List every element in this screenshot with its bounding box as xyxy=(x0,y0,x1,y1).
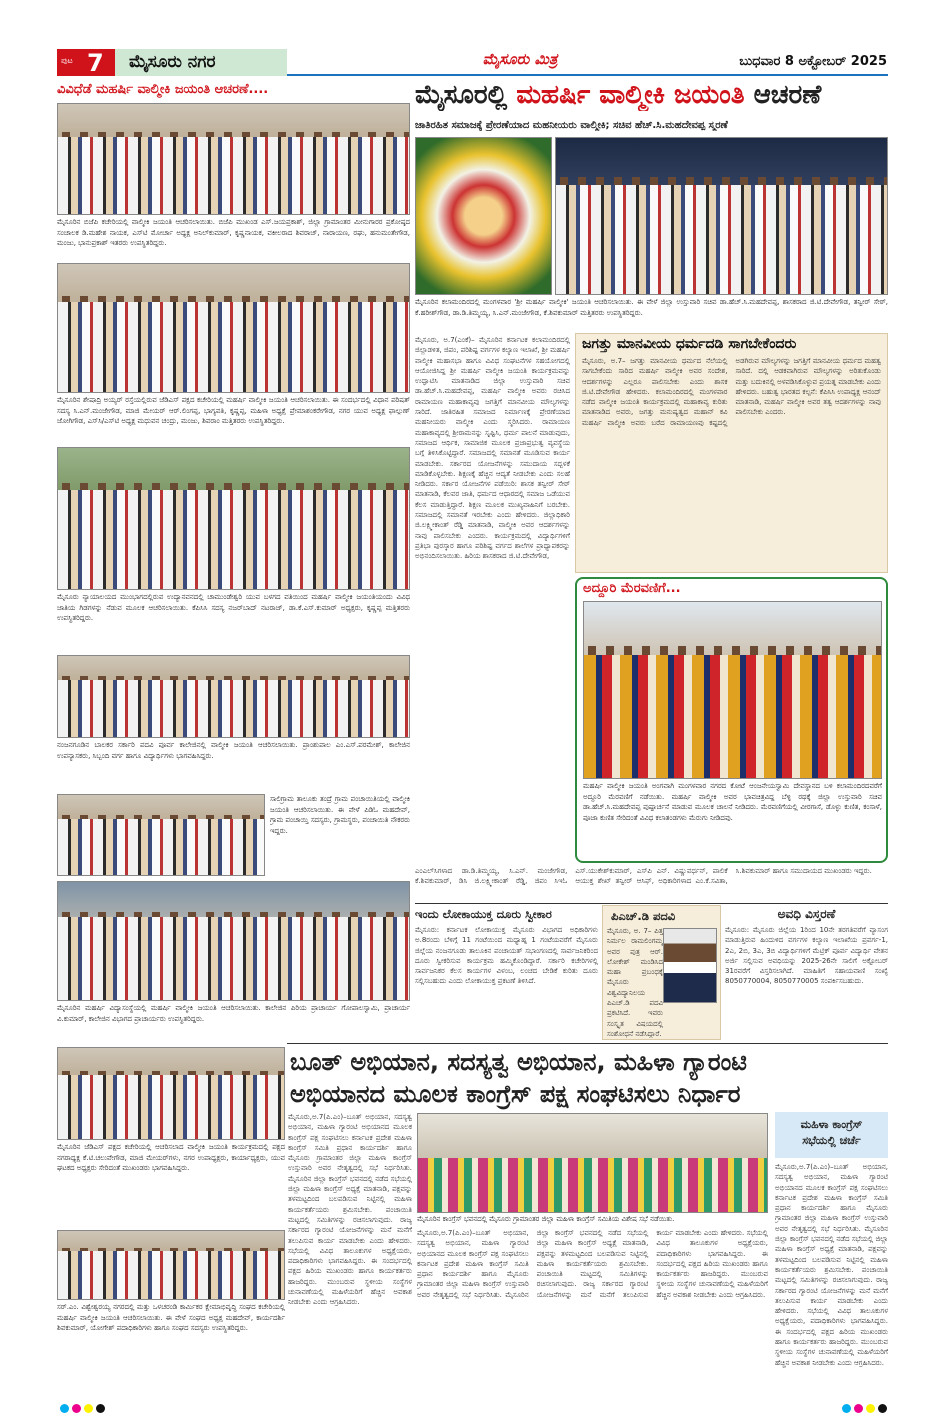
photo-stage-inauguration xyxy=(555,137,888,295)
photo-workers-union xyxy=(57,1230,285,1300)
page-number-box xyxy=(57,49,115,76)
main-continuation: ಎಂಎಲ್‌ಸಿಗಳಾದ ಡಾ.ಡಿ.ತಿಮ್ಮಯ್ಯ, ಸಿ.ಎನ್. ಮಂಜೇಗೌಡ, ಕೆ.ಶಿವಕುಮಾರ್, ಡಿಸಿ ಜಿ.ಲಕ್ಷ್ಮೀಕಾಂತ್ ರೆಡ್ಡಿ, ಜಿಪಂ ಸಿಇಓ ಎಸ್.ಯುಕೇಶ್‌ಕುಮಾರ್, ಎಸ್‌ಪಿ ಎನ್. ವಿಷ್ಣುವರ್ಧನ್, ಪಾಲಿಕೆ ಆಯುಕ್ತ ಶೇಖ್ ತನ್ವೀರ್ ಆಸಿಫ್, ಅಧಿಕಾರಿಗಳಾದ ಎಂ.ಕೆ.ಸವಿತಾ, ಸಿ.ಶಿವಕುಮಾರ್ ಹಾಗೂ ಸಮುದಾಯದ ಮುಖಂಡರು ಇದ್ದರು. xyxy=(415,867,872,886)
photo-congress-meeting xyxy=(417,1113,768,1213)
lokayukta-body: ಮೈಸೂರು: ಕರ್ನಾಟಕ ಲೋಕಾಯುಕ್ತ ಮೈಸೂರು ವಿಭಾಗದ ಅಧಿಕಾರಿಗಳು ಅ.8ರಂದು ಬೆಳಿಗ್ಗೆ 11 ಗಂಟೆಯಿಂದ ಮಧ್ಯಾಹ್ನ 1 ಗಂಟೆಯವರೆಗೆ ಮೈಸೂರು ಜಿಲ್ಲೆಯ ನಂಜನಗೂಡು ತಾಲೂಕಿನ ಪಂಚಾಯತ್ ಸಭಾಂಗಣದಲ್ಲಿ ಸಾರ್ವಜನಿಕರಿಂದ ದೂರು ಸ್ವೀಕರಿಸುವ ಕಾರ್ಯಕ್ರಮ ಹಮ್ಮಿಕೊಂಡಿದ್ದಾರೆ. ಸರ್ಕಾರಿ ಕಚೇರಿಗಳಲ್ಲಿ ಸಾರ್ವಜನಿಕರ ಕೆಲಸ ಕಾರ್ಯಗಳ ವಿಳಂಬ, ಲಂಚದ ಬೇಡಿಕೆ ಕುರಿತು ದೂರು ಸಲ್ಲಿಸಬಹುದು ಎಂದು ಲೋಕಾಯುಕ್ತ ಪ್ರಕಟಣೆ ತಿಳಿಸಿದೆ. xyxy=(415,926,598,986)
caption: ಮೈಸೂರು ನ್ಯಾಯಾಲಯದ ಮುಂಭಾಗದಲ್ಲಿರುವ ಉದ್ಯಾನವನದಲ್ಲಿ ಚಾಮುಂಡೇಶ್ವರಿ ಯುವ ಬಳಗದ ವತಿಯಿಂದ ಮಹರ್ಷಿ ವಾಲ್ಮೀಕಿ ಜಯಂತಿಯಂದು ವಿವಿಧ ಜಾತಿಯ ಗಿಡಗಳನ್ನು ನೆಡುವ ಮೂಲಕ ಆಚರಿಸಲಾಯಿತು. ಕೆಪಿಸಿಸಿ ಸದಸ್ಯ ನಜರ್‌ಬಾದ್ ನಟರಾಜ್, ಡಾ.ಕೆ.ಎಸ್.ಕುಮಾರ್ ಅಧ್ಯಕ್ಷರು, ಕೃಷ್ಣಪ್ಪ ಮತ್ತಿತರರು ಉಪಸ್ಥಿತರಿದ್ದರು. xyxy=(57,593,410,622)
registration-dot-cyan xyxy=(842,1404,851,1413)
caption: ನಂಜನಗೂಡಿನ ಬಾಲಕರ ಸರ್ಕಾರಿ ಪದವಿ ಪೂರ್ವ ಕಾಲೇಜಿನಲ್ಲಿ ವಾಲ್ಮೀಕಿ ಜಯಂತಿ ಆಚರಿಸಲಾಯಿತು. ಪ್ರಾಂಶುಪಾಲ ಎಂ.ಎಸ್.ಪರಮೇಶ್, ಕಾಲೇಜಿನ ಉಪನ್ಯಾಸಕರು, ಸಿಬ್ಬಂದಿ ವರ್ಗ ಹಾಗೂ ವಿದ್ಯಾರ್ಥಿಗಳು ಭಾಗವಹಿಸಿದ್ದರು. xyxy=(57,741,410,760)
congress-side-box-title: ಮಹಿಳಾ ಕಾಂಗ್ರೆಸ್ ಸಭೆಯಲ್ಲಿ ಚರ್ಚೆ xyxy=(800,1118,863,1147)
registration-dot-magenta xyxy=(72,1404,81,1413)
extension-title: ಅವಧಿ ವಿಸ್ತರಣೆ xyxy=(777,907,836,921)
registration-dot-magenta xyxy=(854,1404,863,1413)
photo-maharshi-school xyxy=(57,881,410,1001)
phd-body: ಮೈಸೂರು, ಅ. 7– ಪಿತ್ತ ನಿರ್ಮಲ ರಾಮಲಿಂಗಮ್ಮ ಅವರ ಪುತ್ರ ಆರ್. ಲೋಕೇಶ್ ಮಂಡಿಸಿದ ಮಹಾ ಪ್ರಬಂಧಕ್ಕೆ ಮೈಸೂರು ವಿಶ್ವವಿದ್ಯಾನಿಲಯ ಪಿಎಚ್.ಡಿ ಪದವಿ ಪ್ರಕಟಿಸಿದೆ. ಇವರು ಸಂಸ್ಕೃತ ವಿಷಯದಲ್ಲಿ ಸಂಶೋಧನೆ ನಡೆಸಿದ್ದಾರೆ. xyxy=(607,927,663,1038)
caption: ಮೈಸೂರಿನ ಶೇಷಾದ್ರಿ ಅಯ್ಯರ್ ರಸ್ತೆಯಲ್ಲಿರುವ ಜೆಡಿಎಸ್ ಪಕ್ಷದ ಕಚೇರಿಯಲ್ಲಿ ಮಹರ್ಷಿ ವಾಲ್ಮೀಕಿ ಜಯಂತಿ ಆಚರಿಸಲಾಯಿತು. ಈ ಸಂದರ್ಭದಲ್ಲಿ ವಿಧಾನ ಪರಿಷತ್ ಸದಸ್ಯ ಸಿ.ಎನ್.ಮಂಜೇಗೌಡ, ಮಾಜಿ ಮೇಯರ್ ಆರ್.ಲಿಂಗಪ್ಪ, ಭಾಗ್ಯವತಿ, ಕೃಷ್ಣಪ್ಪ, ಮಹಿಳಾ ಅಧ್ಯಕ್ಷೆ ಪ್ರೇಮಾಶಂಕರೇಗೌಡ, ನಗರ ಯುವ ಅಧ್ಯಕ್ಷ ಫಾಲ್ಗುಣ್ ಜೋಗಿಗೌಡ, ಎಸ್‌ಸಿ/ಎಸ್‌ಟಿ ಅಧ್ಯಕ್ಷ ಮಧುವನ ಚಂದ್ರು, ಮಂಜು, ಶಿವರಾಂ ಮತ್ತಿತರರು ಉಪಸ್ಥಿತರಿದ್ದರು. xyxy=(57,396,410,425)
box-world-body: ಮೈಸೂರು, ಅ.7– ಜಗತ್ತು ಮಾನವೀಯ ಧರ್ಮದ ನೆಲೆಯಲ್ಲಿ ಸಾಗಬೇಕೆಂದು ಸಾರಿದ ಮಹರ್ಷಿ ವಾಲ್ಮೀಕಿ ಅವರ ಸಂದೇಶ, ಆದರ್ಶಗಳನ್ನು ಎಲ್ಲರೂ ಪಾಲಿಸಬೇಕು ಎಂದು ಶಾಸಕ ಜಿ.ಟಿ.ದೇವೇಗೌಡ ಹೇಳಿದರು. ಕಲಾಮಂದಿರದಲ್ಲಿ ಮಂಗಳವಾರ ನಡೆದ ವಾಲ್ಮೀಕಿ ಜಯಂತಿ ಕಾರ್ಯಕ್ರಮದಲ್ಲಿ ಮಹಾಕಾವ್ಯ ಕುರಿತು ಮಾತನಾಡಿದ ಅವರು, ಜಗತ್ತು ಮನುಷ್ಯತ್ವದ ಮಹಾನ್ ಕವಿ ಮಹರ್ಷಿ ವಾಲ್ಮೀಕಿ ಅವರು ಬರೆದ ರಾಮಾಯಣವು ಕಷ್ಟದಲ್ಲಿ ಅಡಗಿರುವ ಮೌಲ್ಯಗಳನ್ನು ಜಗತ್ತಿಗೆ ಮಾನವೀಯ ಧರ್ಮದ ಮಹತ್ವ ಸಾರಿದೆ. ದಲ್ಲಿ ಆಡಕವಾಗಿರುವ ಮೌಲ್ಯಗಳನ್ನು ಅರಿತುಕೊಂಡು ಮತ್ತು ಬದುಕಿನಲ್ಲಿ ಅಳವಡಿಸಿಕೊಳ್ಳುವ ಪ್ರಯತ್ನ ಮಾಡಬೇಕು ಎಂದು ಹೇಳಿದರು. ಬಹುತ್ವ ಭಾರತದ ಕಲ್ಪನೆ: ಕೆಪಿಸಿಸಿ ಉಪಾಧ್ಯಕ್ಷ ಆನಂದ್ ಮಾತನಾಡಿ, ಮಹರ್ಷಿ ವಾಲ್ಮೀಕಿ ಅವರ ತತ್ವ ಆದರ್ಶಗಳನ್ನು ನಾವು ಪಾಲಿಸಬೇಕು ಎಂದರು. xyxy=(582,357,881,427)
box-world-title: ಜಗತ್ತು ಮಾನವೀಯ ಧರ್ಮದಡಿ ಸಾಗಬೇಕೆಂದರು xyxy=(582,336,797,352)
registration-dot-yellow xyxy=(84,1404,93,1413)
photo-valmiki-portrait xyxy=(415,137,552,295)
main-subheadline: ಜಾತಿರಹಿತ ಸಮಾಜಕ್ಕೆ ಪ್ರೇರಣೆಯಾದ ಮಹನೀಯರು ವಾಲ್ಮೀಕಿ; ಸಚಿವ ಹೆಚ್.ಸಿ.ಮಹದೇವಪ್ಪ ಸ್ಮರಣೆ xyxy=(415,120,728,131)
main-headline xyxy=(415,80,888,111)
congress-body-right: ಮೈಸೂರು,ಅ.7(ಪಿ.ಎಂ)–ಬೂತ್ ಅಭಿಯಾನ, ಸದಸ್ಯತ್ವ ಅಭಿಯಾನ, ಮಹಿಳಾ ಗ್ಯಾರಂಟಿ ಅಭಿಯಾನದ ಮೂಲಕ ಕಾಂಗ್ರೆಸ್ ಪಕ್ಷ ಸಂಘಟಿಸಲು ಕರ್ನಾಟಕ ಪ್ರದೇಶ ಮಹಿಳಾ ಕಾಂಗ್ರೆಸ್ ಸಮಿತಿ ಪ್ರಧಾನ ಕಾರ್ಯದರ್ಶಿ ಹಾಗೂ ಮೈಸೂರು ಗ್ರಾಮಾಂತರ ಜಿಲ್ಲಾ ಮಹಿಳಾ ಕಾಂಗ್ರೆಸ್ ಉಸ್ತುವಾರಿ ಅವರ ನೇತೃತ್ವದಲ್ಲಿ ಸಭೆ ನಿರ್ಧರಿಸಿತು. ಮೈಸೂರಿನ ಜಿಲ್ಲಾ ಕಾಂಗ್ರೆಸ್ ಭವನದಲ್ಲಿ ನಡೆದ ಸಭೆಯಲ್ಲಿ ಜಿಲ್ಲಾ ಮಹಿಳಾ ಕಾಂಗ್ರೆಸ್ ಅಧ್ಯಕ್ಷೆ ಮಾತನಾಡಿ, ಪಕ್ಷವನ್ನು ತಳಮಟ್ಟದಿಂದ ಬಲಪಡಿಸುವ ನಿಟ್ಟಿನಲ್ಲಿ ಮಹಿಳಾ ಕಾರ್ಯಕರ್ತೆಯರು ಶ್ರಮಿಸಬೇಕು. ಪಂಚಾಯಿತಿ ಮಟ್ಟದಲ್ಲಿ ಸಮಿತಿಗಳನ್ನು ರಚಿಸಲಾಗುವುದು. ರಾಜ್ಯ ಸರ್ಕಾರದ ಗ್ಯಾರಂಟಿ ಯೋಜನೆಗಳನ್ನು ಮನೆ ಮನೆಗೆ ತಲುಪಿಸುವ ಕಾರ್ಯ ಮಾಡಬೇಕು ಎಂದು ಹೇಳಿದರು. ಸಭೆಯಲ್ಲಿ ವಿವಿಧ ತಾಲೂಕುಗಳ ಅಧ್ಯಕ್ಷೆಯರು, ಪದಾಧಿಕಾರಿಗಳು ಭಾಗವಹಿಸಿದ್ದರು. ಈ ಸಂದರ್ಭದಲ್ಲಿ ಪಕ್ಷದ ಹಿರಿಯ ಮುಖಂಡರು ಹಾಗೂ ಕಾರ್ಯಕರ್ತರು ಹಾಜರಿದ್ದರು. ಮುಂಬರುವ ಸ್ಥಳೀಯ ಸಂಸ್ಥೆಗಳ ಚುನಾವಣೆಯಲ್ಲಿ ಮಹಿಳೆಯರಿಗೆ ಹೆಚ್ಚಿನ ಅವಕಾಶ ನೀಡಬೇಕು ಎಂದು ಆಗ್ರಹಿಸಿದರು. xyxy=(775,1163,888,1367)
caption: ಸರ್.ಎಂ. ವಿಶ್ವೇಶ್ವರಯ್ಯ ನಗರದಲ್ಲಿ ಮತ್ತು ಒಳಚರಂಡಿ ಕಾರ್ಮಿಕರ ಕ್ಷೇಮಾಭಿವೃದ್ಧಿ ಸಂಘದ ಕಚೇರಿಯಲ್ಲಿ ಮಹರ್ಷಿ ವಾಲ್ಮೀಕಿ ಜಯಂತಿ ಆಚರಿಸಲಾಯಿತು. ಈ ವೇಳೆ ಸಂಘದ ಅಧ್ಯಕ್ಷ ಮಹದೇವ್, ಕಾರ್ಯದರ್ಶಿ ಶಿವಕುಮಾರ್, ಯೋಗೇಶ್ ಪದಾಧಿಕಾರಿಗಳು ಹಾಗೂ ಸಂಘದ ಸದಸ್ಯರು ಉಪಸ್ಥಿತರಿದ್ದರು. xyxy=(57,1303,285,1332)
phd-title: ಪಿಎಚ್.ಡಿ ಪದವಿ xyxy=(611,909,676,923)
caption: ಮೈಸೂರಿನ ಬಿಜೆಪಿ ಕಚೇರಿಯಲ್ಲಿ ವಾಲ್ಮೀಕಿ ಜಯಂತಿ ಆಚರಿಸಲಾಯಿತು. ಬಿಜೆಪಿ ಮುಖಂಡ ಎಸ್.ಜಯಪ್ರಕಾಶ್, ಜಿಲ್ಲಾ ಗ್ರಾಮಾಂತರ ಮೀನುಗಾರರ ಪ್ರಕೋಷ್ಠದ ಸಂಚಾಲಕ ಡಿ.ಮಹೇಶ ನಾಯಕ, ಎಸ್‌ಟಿ ಮೋರ್ಚಾ ಅಧ್ಯಕ್ಷ ಅನಿಲ್‌ಕುಮಾರ್, ಕೃಷ್ಣನಾಯಕ, ವಕೀಲರಾದ ಶಿವರಾಜ್, ನಾರಾಯಣ, ರಘು, ಹನುಮಂತೇಗೌಡ, ಮಂಜು, ಭಾನುಪ್ರಕಾಶ್ ಇತರರು ಉಪಸ್ಥಿತರಿದ್ದರು. xyxy=(57,218,410,247)
page-label: ಪುಟ xyxy=(61,56,73,65)
panchayat-text: ಸಾಲಿಗ್ರಾಮ ತಾಲೂಕು ತಂದ್ರೆ ಗ್ರಾಮ ಪಂಚಾಯಿತಿಯಲ್ಲಿ ವಾಲ್ಮೀಕಿ ಜಯಂತಿ ಆಚರಿಸಲಾಯಿತು. ಈ ವೇಳೆ ಪಿಡಿಓ ಮಹದೇವ್, ಗ್ರಾಮ ಪಂಚಾಯ್ತಿ ಸದಸ್ಯರು, ಗ್ರಾಮಸ್ಥರು, ಪಂಚಾಯಿತಿ ನೌಕರರು ಇದ್ದರು. xyxy=(270,795,410,835)
divider xyxy=(415,903,888,904)
congress-side-box xyxy=(775,1112,888,1158)
masthead-logo: ಮೈಸೂರು ಮಿತ್ರ xyxy=(482,50,558,68)
left-heading: ವಿವಿಧೆಡೆ ಮಹರ್ಷಿ ವಾಲ್ಮೀಕಿ ಜಯಂತಿ ಆಚರಣೆ.... xyxy=(57,82,269,97)
registration-dot-yellow xyxy=(866,1404,875,1413)
photo-tree-planting xyxy=(57,447,410,590)
main-body: ಮೈಸೂರು, ಅ.7(ಎಂಕೆ)– ಮೈಸೂರಿನ ಕರ್ನಾಟಕ ಕಲಾಮಂದಿರದಲ್ಲಿ ಜಿಲ್ಲಾಡಳಿತ, ಜಿಪಂ, ಪರಿಶಿಷ್ಟ ವರ್ಗಗಳ ಕಲ್ಯಾಣ ಇಲಾಖೆ, ಶ್ರೀ ಮಹರ್ಷಿ ವಾಲ್ಮೀಕಿ ಮಹಾಸಭಾ ಹಾಗೂ ವಿವಿಧ ಸಂಘಟನೆಗಳ ಸಹಯೋಗದಲ್ಲಿ ಆಯೋಜಿಸಿದ್ದ ಶ್ರೀ ಮಹರ್ಷಿ ವಾಲ್ಮೀಕಿ ಜಯಂತಿ ಕಾರ್ಯಕ್ರಮವನ್ನು ಉದ್ಘಾಟಿಸಿ ಮಾತನಾಡಿದ ಜಿಲ್ಲಾ ಉಸ್ತುವಾರಿ ಸಚಿವ ಡಾ.ಹೆಚ್.ಸಿ.ಮಹದೇವಪ್ಪ, ಮಹರ್ಷಿ ವಾಲ್ಮೀಕಿ ಅವರು ರಚಿಸಿದ ರಾಮಾಯಣ ಮಹಾಕಾವ್ಯವು ಜಗತ್ತಿಗೆ ಮಾನವೀಯ ಮೌಲ್ಯಗಳನ್ನು ಸಾರಿದೆ. ಜಾತಿರಹಿತ ಸಮಾಜದ ನಿರ್ಮಾಣಕ್ಕೆ ಪ್ರೇರಣೆಯಾದ ಮಹನೀಯರು ವಾಲ್ಮೀಕಿ ಎಂದು ಸ್ಮರಿಸಿದರು. ರಾಮಾಯಣ ಮಹಾಕಾವ್ಯದಲ್ಲಿ ಶ್ರೀರಾಮನನ್ನು ಸೃಷ್ಟಿಸಿ, ಧರ್ಮ ಪಾಲನೆ ಮಾಡುವುದು, ಸಮಾಜದ ಆರ್ಥಿಕ, ಸಾಮಾಜಿಕ ಮೂಲಕ ಪ್ರಜಾಪ್ರಭುತ್ವ ವ್ಯವಸ್ಥೆಯ ಬಗ್ಗೆ ತಿಳಿಸಿಕೊಟ್ಟಿದ್ದಾರೆ. ಸಮಾಜದಲ್ಲಿ ಸಮಾನತೆ ಮೂಡಿಸುವ ಕಾರ್ಯ ಮಾಡಬೇಕು. ಸರ್ಕಾರದ ಯೋಜನೆಗಳನ್ನು ಸಮುದಾಯ ಸದ್ಬಳಕೆ ಮಾಡಿಕೊಳ್ಳಬೇಕು. ಶಿಕ್ಷಣಕ್ಕೆ ಹೆಚ್ಚಿನ ಆದ್ಯತೆ ನೀಡಬೇಕು ಎಂದು ಸಲಹೆ ನೀಡಿದರು. ಸರ್ಕಾರ ಯೋಜನೆಗಳ ಪಡೆಯಿರಿ: ಶಾಸಕ ತನ್ವೀರ್ ಸೇಠ್ ಮಾತನಾಡಿ, ಕೆಲವರ ಜಾತಿ, ಧರ್ಮದ ಆಧಾರದಲ್ಲಿ ಸಮಾಜ ಒಡೆಯುವ ಕೆಲಸ ಮಾಡುತ್ತಿದ್ದಾರೆ. ಶಿಕ್ಷಣ ಮೂಲಕ ಮುಖ್ಯವಾಹಿನಿಗೆ ಬರಬೇಕು. ಸಮಾಜದಲ್ಲಿ ಸಮಾನತೆ ಇರಬೇಕು ಎಂದು ಹೇಳಿದರು. ಜಿಲ್ಲಾಧಿಕಾರಿ ಜಿ.ಲಕ್ಷ್ಮೀಕಾಂತ್ ರೆಡ್ಡಿ ಮಾತನಾಡಿ, ವಾಲ್ಮೀಕಿ ಅವರ ಆದರ್ಶಗಳನ್ನು ನಾವು ಪಾಲಿಸಬೇಕು ಎಂದರು. ಕಾರ್ಯಕ್ರಮದಲ್ಲಿ ವಿದ್ಯಾರ್ಥಿಗಳಿಗೆ ಪ್ರತಿಭಾ ಪುರಸ್ಕಾರ ಹಾಗೂ ಪರಿಶಿಷ್ಟ ವರ್ಗದ ಶಾಲೆಗಳ ಪ್ರಾಧ್ಯಾಪಕರನ್ನು ಅಭಿನಂದಿಸಲಾಯಿತು. ಹಿರಿಯ ಶಾಸಕರಾದ ಜಿ.ಟಿ.ದೇವೇಗೌಡ, xyxy=(415,336,570,561)
photo-procession xyxy=(583,601,882,779)
registration-dot-black xyxy=(96,1404,105,1413)
caption: ಮೈಸೂರಿನ ಮಹರ್ಷಿ ವಿದ್ಯಾಸಂಸ್ಥೆಯಲ್ಲಿ ಮಹರ್ಷಿ ವಾಲ್ಮೀಕಿ ಜಯಂತಿ ಆಚರಿಸಲಾಯಿತು. ಕಾಲೇಜಿನ ಪಿರಿಯ ಪ್ರಾಚಾರ್ಯ ಗೋಪಾಲಸ್ವಾಮಿ, ಪ್ರಾಚಾರ್ಯ ವಿ.ಕುಮಾರ್, ಕಾಲೇಜಿನ ವಿಭಾಗದ ಪ್ರಾಚಾರ್ಯರು ಉಪಸ್ಥಿತರಿದ್ದರು. xyxy=(57,1004,410,1023)
registration-dot-black xyxy=(878,1404,887,1413)
box-procession xyxy=(575,577,888,863)
headline-line-2: ಅಭಿಯಾನದ ಮೂಲಕ ಕಾಂಗ್ರೆಸ್ ಪಕ್ಷ ಸಂಘಟಿಸಲು ನಿರ್ಧಾರ xyxy=(290,1080,741,1108)
extension-body: ಮೈಸೂರು: ಮೈಸೂರು ಜಿಲ್ಲೆಯ 1ರಿಂದ 10ನೇ ತರಗತಿವರೆಗೆ ವ್ಯಾಸಂಗ ಮಾಡುತ್ತಿರುವ ಹಿಂದುಳಿದ ವರ್ಗಗಳ ಕಲ್ಯಾಣ ಇಲಾಖೆಯ ಪ್ರವರ್ಗ-1, 2ಎ, 2ಬಿ, 3ಎ, 3ಬಿ ವಿದ್ಯಾರ್ಥಿಗಳಿಗೆ ಮೆಟ್ರಿಕ್ ಪೂರ್ವ ವಿದ್ಯಾರ್ಥಿ ವೇತನ ಅರ್ಜಿ ಸಲ್ಲಿಸುವ ಅವಧಿಯನ್ನು 2025-26ನೇ ಸಾಲಿಗೆ ಅಕ್ಟೋಬರ್ 31ರವರೆಗೆ ವಿಸ್ತರಿಸಲಾಗಿದೆ. ಮಾಹಿತಿಗೆ ಸಹಾಯವಾಣಿ ಸಂಖ್ಯೆ 8050770004, 8050770005 ಸಂಪರ್ಕಿಸಬಹುದು. xyxy=(725,926,888,986)
congress-headline xyxy=(290,1046,888,1110)
caption: ಮೈಸೂರಿನ ಜೆಡಿಎಸ್ ಪಕ್ಷದ ಕಚೇರಿಯಲ್ಲಿ ಆಚರಿಸಲಾದ ವಾಲ್ಮೀಕಿ ಜಯಂತಿ ಕಾರ್ಯಕ್ರಮದಲ್ಲಿ ಪಕ್ಷದ ನಗರಾಧ್ಯಕ್ಷ ಕೆ.ಟಿ.ಚಲುವೇಗೌಡ, ಮಾಜಿ ಮೇಯರ್‌ಗಳು, ನಗರ ಉಪಾಧ್ಯಕ್ಷರು, ಕಾರ್ಯಾಧ್ಯಕ್ಷರು, ಯುವ ಘಟಕದ ಅಧ್ಯಕ್ಷರು ಸೇರಿದಂತೆ ಮುಖಂಡರು ಭಾಗವಹಿಸಿದ್ದರು. xyxy=(57,1143,285,1172)
box-procession-title: ಅದ್ದೂರಿ ಮೆರವಣಿಗೆ... xyxy=(583,581,681,596)
section-title: ಮೈಸೂರು ನಗರ xyxy=(129,52,216,72)
congress-photo-caption: ಮೈಸೂರಿನ ಕಾಂಗ್ರೆಸ್ ಭವನದಲ್ಲಿ ಮೈಸೂರು ಗ್ರಾಮಾಂತರ ಜಿಲ್ಲಾ ಮಹಿಳಾ ಕಾಂಗ್ರೆಸ್ ಸಮಿತಿಯ ವಿಶೇಷ ಸಭೆ ನಡೆಯಿತು. xyxy=(417,1215,675,1223)
photo-phd-portrait xyxy=(663,928,717,1003)
headline-highlight: ಮಹರ್ಷಿ ವಾಲ್ಮೀಕಿ ಜಯಂತಿ xyxy=(516,80,745,110)
congress-body-col1: ಮೈಸೂರು,ಅ.7(ಪಿ.ಎಂ)–ಬೂತ್ ಅಭಿಯಾನ, ಸದಸ್ಯತ್ವ ಅಭಿಯಾನ, ಮಹಿಳಾ ಗ್ಯಾರಂಟಿ ಅಭಿಯಾನದ ಮೂಲಕ ಕಾಂಗ್ರೆಸ್ ಪಕ್ಷ ಸಂಘಟಿಸಲು ಕರ್ನಾಟಕ ಪ್ರದೇಶ ಮಹಿಳಾ ಕಾಂಗ್ರೆಸ್ ಸಮಿತಿ ಪ್ರಧಾನ ಕಾರ್ಯದರ್ಶಿ ಹಾಗೂ ಮೈಸೂರು ಗ್ರಾಮಾಂತರ ಜಿಲ್ಲಾ ಮಹಿಳಾ ಕಾಂಗ್ರೆಸ್ ಉಸ್ತುವಾರಿ ಅವರ ನೇತೃತ್ವದಲ್ಲಿ ಸಭೆ ನಿರ್ಧರಿಸಿತು. ಮೈಸೂರಿನ ಜಿಲ್ಲಾ ಕಾಂಗ್ರೆಸ್ ಭವನದಲ್ಲಿ ನಡೆದ ಸಭೆಯಲ್ಲಿ ಜಿಲ್ಲಾ ಮಹಿಳಾ ಕಾಂಗ್ರೆಸ್ ಅಧ್ಯಕ್ಷೆ ಮಾತನಾಡಿ, ಪಕ್ಷವನ್ನು ತಳಮಟ್ಟದಿಂದ ಬಲಪಡಿಸುವ ನಿಟ್ಟಿನಲ್ಲಿ ಮಹಿಳಾ ಕಾರ್ಯಕರ್ತೆಯರು ಶ್ರಮಿಸಬೇಕು. ಪಂಚಾಯಿತಿ ಮಟ್ಟದಲ್ಲಿ ಸಮಿತಿಗಳನ್ನು ರಚಿಸಲಾಗುವುದು. ರಾಜ್ಯ ಸರ್ಕಾರದ ಗ್ಯಾರಂಟಿ ಯೋಜನೆಗಳನ್ನು ಮನೆ ಮನೆಗೆ ತಲುಪಿಸುವ ಕಾರ್ಯ ಮಾಡಬೇಕು ಎಂದು ಹೇಳಿದರು. ಸಭೆಯಲ್ಲಿ ವಿವಿಧ ತಾಲೂಕುಗಳ ಅಧ್ಯಕ್ಷೆಯರು, ಪದಾಧಿಕಾರಿಗಳು ಭಾಗವಹಿಸಿದ್ದರು. ಈ ಸಂದರ್ಭದಲ್ಲಿ ಪಕ್ಷದ ಹಿರಿಯ ಮುಖಂಡರು ಹಾಗೂ ಕಾರ್ಯಕರ್ತರು ಹಾಜರಿದ್ದರು. ಮುಂಬರುವ ಸ್ಥಳೀಯ ಸಂಸ್ಥೆಗಳ ಚುನಾವಣೆಯಲ್ಲಿ ಮಹಿಳೆಯರಿಗೆ ಹೆಚ್ಚಿನ ಅವಕಾಶ ನೀಡಬೇಕು ಎಂದು ಆಗ್ರಹಿಸಿದರು. xyxy=(288,1113,412,1307)
issue-date: ಬುಧವಾರ 8 ಅಕ್ಟೋಬರ್ 2025 xyxy=(739,54,887,69)
main-photo-caption: ಮೈಸೂರಿನ ಕಲಾಮಂದಿರದಲ್ಲಿ ಮಂಗಳವಾರ 'ಶ್ರೀ ಮಹರ್ಷಿ ವಾಲ್ಮೀಕಿ' ಜಯಂತಿ ಆಚರಿಸಲಾಯಿತು. ಈ ವೇಳೆ ಜಿಲ್ಲಾ ಉಸ್ತುವಾರಿ ಸಚಿವ ಡಾ.ಹೆಚ್.ಸಿ.ಮಹದೇವಪ್ಪ, ಶಾಸಕರಾದ ಜಿ.ಟಿ.ದೇವೇಗೌಡ, ತನ್ವೀರ್ ಸೇಠ್, ಕೆ.ಹರೀಶ್‌ಗೌಡ, ಡಾ.ಡಿ.ತಿಮ್ಮಯ್ಯ, ಸಿ.ಎನ್.ಮಂಜೇಗೌಡ, ಕೆ.ಶಿವಕುಮಾರ್ ಮತ್ತಿತರರು ಉಪಸ್ಥಿತರಿದ್ದರು. xyxy=(415,298,888,317)
photo-bjp-office xyxy=(57,103,410,215)
registration-dot-cyan xyxy=(60,1404,69,1413)
page-number: 7 xyxy=(87,49,104,77)
photo-jds-valmiki xyxy=(57,1047,285,1140)
phd-box xyxy=(602,905,721,1040)
headline-part: ಆಚರಣೆ xyxy=(744,80,822,110)
section-band xyxy=(115,49,287,76)
header-rule xyxy=(287,74,888,76)
box-world xyxy=(575,333,888,573)
headline-line-1: ಬೂತ್ ಅಭಿಯಾನ, ಸದಸ್ಯತ್ವ ಅಭಿಯಾನ, ಮಹಿಳಾ ಗ್ಯಾರಂಟಿ xyxy=(290,1048,747,1076)
congress-body-cols: ಮೈಸೂರು,ಅ.7(ಪಿ.ಎಂ)–ಬೂತ್ ಅಭಿಯಾನ, ಸದಸ್ಯತ್ವ ಅಭಿಯಾನ, ಮಹಿಳಾ ಗ್ಯಾರಂಟಿ ಅಭಿಯಾನದ ಮೂಲಕ ಕಾಂಗ್ರೆಸ್ ಪಕ್ಷ ಸಂಘಟಿಸಲು ಕರ್ನಾಟಕ ಪ್ರದೇಶ ಮಹಿಳಾ ಕಾಂಗ್ರೆಸ್ ಸಮಿತಿ ಪ್ರಧಾನ ಕಾರ್ಯದರ್ಶಿ ಹಾಗೂ ಮೈಸೂರು ಗ್ರಾಮಾಂತರ ಜಿಲ್ಲಾ ಮಹಿಳಾ ಕಾಂಗ್ರೆಸ್ ಉಸ್ತುವಾರಿ ಅವರ ನೇತೃತ್ವದಲ್ಲಿ ಸಭೆ ನಿರ್ಧರಿಸಿತು. ಮೈಸೂರಿನ ಜಿಲ್ಲಾ ಕಾಂಗ್ರೆಸ್ ಭವನದಲ್ಲಿ ನಡೆದ ಸಭೆಯಲ್ಲಿ ಜಿಲ್ಲಾ ಮಹಿಳಾ ಕಾಂಗ್ರೆಸ್ ಅಧ್ಯಕ್ಷೆ ಮಾತನಾಡಿ, ಪಕ್ಷವನ್ನು ತಳಮಟ್ಟದಿಂದ ಬಲಪಡಿಸುವ ನಿಟ್ಟಿನಲ್ಲಿ ಮಹಿಳಾ ಕಾರ್ಯಕರ್ತೆಯರು ಶ್ರಮಿಸಬೇಕು. ಪಂಚಾಯಿತಿ ಮಟ್ಟದಲ್ಲಿ ಸಮಿತಿಗಳನ್ನು ರಚಿಸಲಾಗುವುದು. ರಾಜ್ಯ ಸರ್ಕಾರದ ಗ್ಯಾರಂಟಿ ಯೋಜನೆಗಳನ್ನು ಮನೆ ಮನೆಗೆ ತಲುಪಿಸುವ ಕಾರ್ಯ ಮಾಡಬೇಕು ಎಂದು ಹೇಳಿದರು. ಸಭೆಯಲ್ಲಿ ವಿವಿಧ ತಾಲೂಕುಗಳ ಅಧ್ಯಕ್ಷೆಯರು, ಪದಾಧಿಕಾರಿಗಳು ಭಾಗವಹಿಸಿದ್ದರು. ಈ ಸಂದರ್ಭದಲ್ಲಿ ಪಕ್ಷದ ಹಿರಿಯ ಮುಖಂಡರು ಹಾಗೂ ಕಾರ್ಯಕರ್ತರು ಹಾಜರಿದ್ದರು. ಮುಂಬರುವ ಸ್ಥಳೀಯ ಸಂಸ್ಥೆಗಳ ಚುನಾವಣೆಯಲ್ಲಿ ಮಹಿಳೆಯರಿಗೆ ಹೆಚ್ಚಿನ ಅವಕಾಶ ನೀಡಬೇಕು ಎಂದು ಆಗ್ರಹಿಸಿದರು. xyxy=(417,1229,768,1299)
photo-panchayat xyxy=(57,794,265,876)
photo-college xyxy=(57,655,410,738)
photo-jds-office xyxy=(57,263,410,393)
lokayukta-title: ಇಂದು ಲೋಕಾಯುಕ್ತ ದೂರು ಸ್ವೀಕಾರ xyxy=(415,907,552,921)
procession-caption: ಮಹರ್ಷಿ ವಾಲ್ಮೀಕಿ ಜಯಂತಿ ಅಂಗವಾಗಿ ಮಂಗಳವಾರ ನಗರದ ಕೋಟೆ ಆಂಜನೇಯಸ್ವಾಮಿ ದೇವಸ್ಥಾನದ ಬಳಿ ಕಲಾಮಂದಿರದವರೆಗೆ ಅದ್ದೂರಿ ಮೆರವಣಿಗೆ ನಡೆಯಿತು. ಮಹರ್ಷಿ ವಾಲ್ಮೀಕಿ ಅವರ ಭಾವಚಿತ್ರವಿದ್ದ ಬೆಳ್ಳಿ ರಥಕ್ಕೆ ಜಿಲ್ಲಾ ಉಸ್ತುವಾರಿ ಸಚಿವ ಡಾ.ಹೆಚ್.ಸಿ.ಮಹದೇವಪ್ಪ ಪುಷ್ಪಾರ್ಚನೆ ಮಾಡುವ ಮೂಲಕ ಚಾಲನೆ ನೀಡಿದರು. ಮೆರವಣಿಗೆಯಲ್ಲಿ ವೀರಗಾಸೆ, ಡೊಳ್ಳು ಕುಣಿತ, ಕಂಸಾಳೆ, ಪೂಜಾ ಕುಣಿತ ಸೇರಿದಂತೆ ವಿವಿಧ ಕಲಾತಂಡಗಳು ಮೆರುಗು ನೀಡಿದವು. xyxy=(583,782,882,822)
divider xyxy=(287,1043,888,1044)
headline-part: ಮೈಸೂರಲ್ಲಿ xyxy=(415,80,517,110)
